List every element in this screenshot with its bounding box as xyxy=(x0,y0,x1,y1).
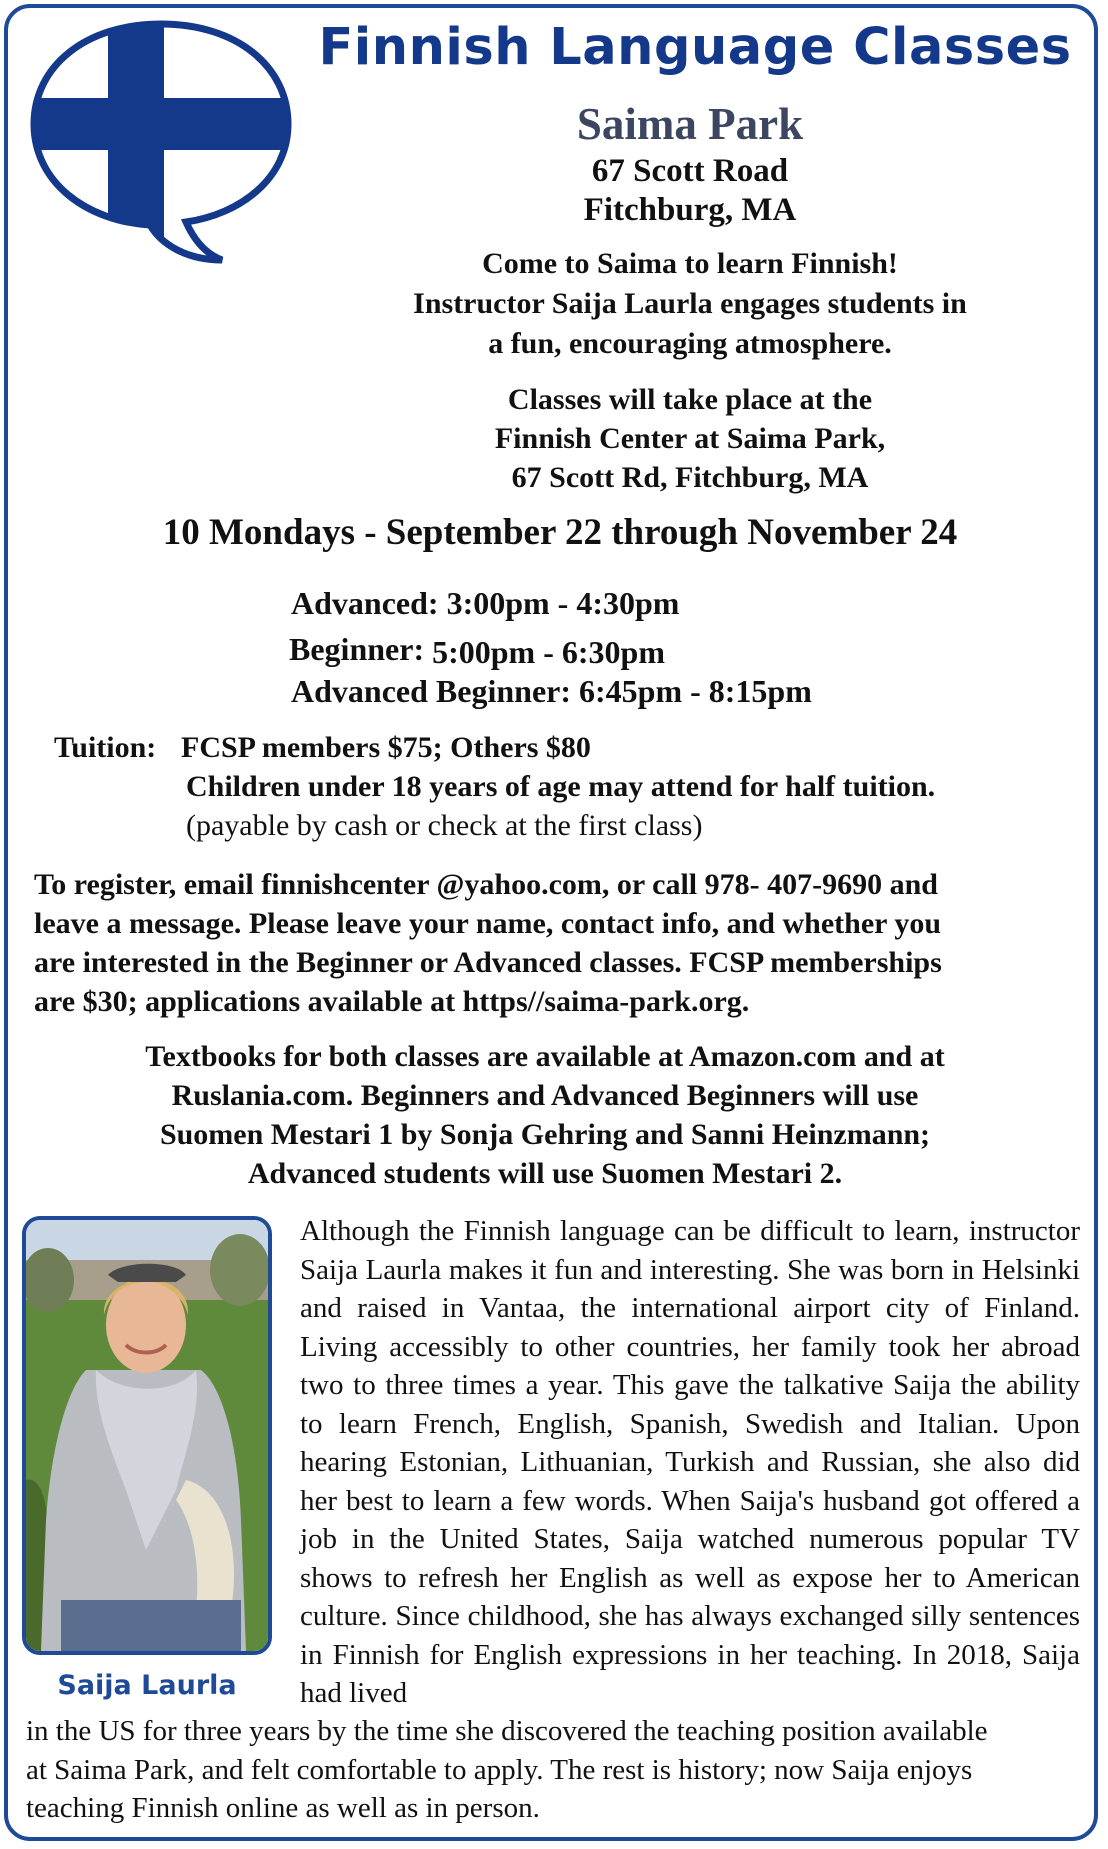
page-title: Finnish Language Classes xyxy=(318,18,1072,77)
schedule-time: 5:00pm - 6:30pm xyxy=(432,634,665,670)
address-line: 67 Scott Road xyxy=(591,153,789,189)
intro-line: Instructor Saija Laurla engages students in xyxy=(413,287,967,320)
register-line: are interested in the Beginner or Advanced classes. FCSP memberships xyxy=(34,946,942,979)
bio-line: in the US for three years by the time she discovered the teaching position available xyxy=(26,1715,988,1747)
bio-line: teaching Finnish online as well as in person. xyxy=(26,1792,540,1824)
class-dates: 10 Mondays - September 22 through November 24 xyxy=(162,512,958,553)
register-line: To register, email finnishcenter @yahoo.com, or call 978- 407-9690 and xyxy=(34,868,938,901)
textbooks-info xyxy=(60,1037,1030,1193)
intro-line: Come to Saima to learn Finnish! xyxy=(482,247,898,280)
address-line: Fitchburg, MA xyxy=(583,192,797,228)
bio-line: at Saima Park, and felt comfortable to apply. The rest is history; now Saija enjoys xyxy=(26,1753,973,1786)
register-line: leave a message. Please leave your name, contact info, and whether you xyxy=(34,907,942,940)
registration-info xyxy=(34,865,1079,1021)
schedule-level: Advanced Beginner: xyxy=(291,673,571,709)
textbooks-line: Ruslania.com. Beginners and Advanced Beginners will use xyxy=(171,1079,919,1112)
schedule-advanced xyxy=(291,585,679,622)
instructor-bio: Although the Finnish language can be difficult to learn, instructor Saija Laurla makes it fun and interesting. She was born in Helsinki and raised in Vantaa, the international airport city of Finland. Living accessibly to other countries, her family took her abroad two to three times a year. This gave the talkative Saija the ability to learn French, English, Spanish, Swedish and Italian. Upon hearing Estonian, Lithuanian, Turkish and Russian, she also did her best to learn a few words. When Saija's husband got offered a job in the United States, Saija watched numerous popular TV shows to refresh her English as well as expose her to American culture. Since childhood, she has always exchanged silly sentences in Finnish for English expressions in her teaching. In 2018, Saija had lived xyxy=(300,1215,1080,1709)
register-line: are $30; applications available at https//saima-park.org. xyxy=(34,985,750,1018)
instructor-bio-continued xyxy=(26,1712,1080,1828)
location-line: Finnish Center at Saima Park, xyxy=(494,422,886,455)
textbooks-line: Advanced students will use Suomen Mestari 2. xyxy=(247,1157,843,1190)
location-line: 67 Scott Rd, Fitchburg, MA xyxy=(511,461,869,494)
tuition-label: Tuition: xyxy=(54,731,157,764)
instructor-caption: Saija Laurla xyxy=(57,1670,237,1701)
textbooks-line: Suomen Mestari 1 by Sonja Gehring and Sanni Heinzmann; xyxy=(159,1118,931,1151)
class-location xyxy=(330,380,1050,497)
intro-line: a fun, encouraging atmosphere. xyxy=(488,327,892,360)
tuition-children: Children under 18 years of age may attend for half tuition. xyxy=(186,770,936,803)
schedule-advanced-beginner xyxy=(291,673,812,710)
schedule-beginner xyxy=(289,631,665,668)
location-line: Classes will take place at the xyxy=(507,383,873,416)
instructor-photo xyxy=(22,1216,272,1655)
schedule-level: Beginner: xyxy=(289,631,425,667)
tuition-payment: (payable by cash or check at the first class) xyxy=(186,809,703,842)
schedule-time: 6:45pm - 8:15pm xyxy=(579,673,812,709)
venue-name: Saima Park xyxy=(576,99,804,149)
textbooks-line: Textbooks for both classes are available at Amazon.com and at xyxy=(145,1040,945,1073)
instructor-photo-illustration xyxy=(26,1220,268,1651)
schedule-time: 3:00pm - 4:30pm xyxy=(446,585,680,621)
schedule-level: Advanced: xyxy=(291,585,439,621)
venue-address xyxy=(420,152,960,230)
finnish-flag-speech-bubble-icon xyxy=(26,18,296,266)
tuition-price: FCSP members $75; Others $80 xyxy=(181,731,591,764)
intro-text xyxy=(330,244,1050,364)
